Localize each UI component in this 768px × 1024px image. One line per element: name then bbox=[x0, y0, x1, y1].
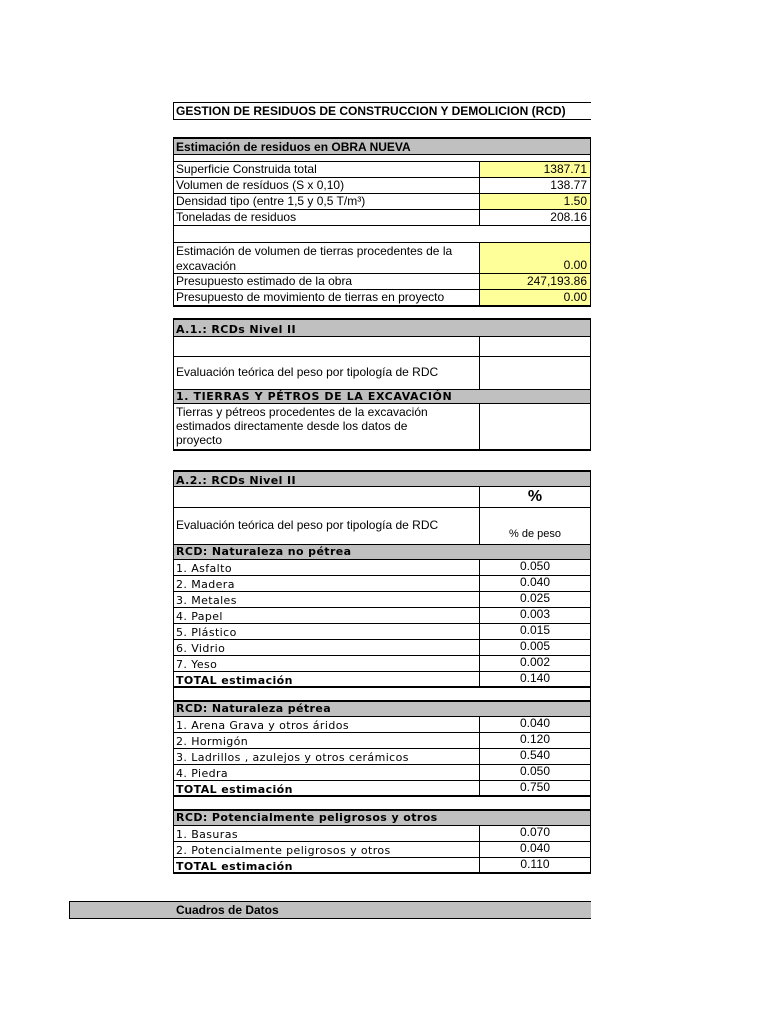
rcd-item-row-value: 0.040 bbox=[479, 576, 590, 591]
a1-tierras-line-3: proyecto bbox=[176, 433, 223, 447]
a2-pct-cell bbox=[479, 487, 590, 507]
obra-row-label: Toneladas de residuos bbox=[176, 210, 297, 224]
obra-nueva-header bbox=[173, 137, 591, 155]
a2-eval-label: Evaluación teórica del peso por tipología de RDC bbox=[176, 518, 439, 532]
rcd-item-row bbox=[173, 624, 591, 640]
rcd-item-row bbox=[173, 717, 591, 733]
rcd-item-row-label: 3. Ladrillos , azulejos y otros cerámicos bbox=[176, 751, 409, 764]
a2-pct-label-cell bbox=[479, 508, 590, 544]
rcd-total-row-value: 0.140 bbox=[479, 672, 590, 686]
a1-eval-row bbox=[173, 357, 591, 390]
rcd-item-row bbox=[173, 592, 591, 608]
cuadros-datos-bar bbox=[69, 901, 591, 919]
rcd-group-title: RCD: Potencialmente peligrosos y otros bbox=[176, 811, 438, 824]
rcd-item-row bbox=[173, 826, 591, 842]
tierras-volume-label-1: Estimación de volumen de tierras procedentes de la bbox=[176, 244, 453, 258]
tierras-volume-value: 0.00 bbox=[563, 258, 587, 272]
a2-section bbox=[173, 470, 591, 874]
a1-section bbox=[173, 318, 591, 451]
a2-eval-row bbox=[173, 508, 591, 545]
obra-row bbox=[173, 162, 591, 178]
a2-pct-symbol: % bbox=[527, 488, 543, 505]
a1-tierras-row bbox=[173, 404, 591, 451]
obra-row bbox=[173, 194, 591, 210]
a2-header bbox=[173, 470, 591, 487]
rcd-item-row-label: 6. Vidrio bbox=[176, 642, 226, 655]
rcd-item-row bbox=[173, 733, 591, 749]
rcd-item-row bbox=[173, 765, 591, 781]
rcd-item-row bbox=[173, 608, 591, 624]
rcd-total-row-label: TOTAL estimación bbox=[176, 674, 293, 687]
rcd-item-row-label: 3. Metales bbox=[176, 594, 237, 607]
obra-row-value: 208.16 bbox=[479, 210, 590, 225]
presupuesto-tierras-row bbox=[173, 290, 591, 307]
obra-row-label: Volumen de resíduos (S x 0,10) bbox=[176, 178, 345, 192]
cuadros-datos-label: Cuadros de Datos bbox=[176, 903, 279, 917]
rcd-group-title: RCD: Naturaleza pétrea bbox=[176, 702, 332, 715]
document-title: GESTION DE RESIDUOS DE CONSTRUCCION Y DEMOLICION (RCD) bbox=[176, 104, 566, 118]
rcd-item-row-label: 2. Hormigón bbox=[176, 735, 249, 748]
rcd-item-row-value: 0.002 bbox=[479, 656, 590, 671]
rcd-item-row-label: 1. Basuras bbox=[176, 828, 238, 841]
obra-row-label: Superficie Construida total bbox=[176, 162, 317, 176]
rcd-item-row-value: 0.040 bbox=[479, 842, 590, 857]
rcd-item-row-label: 2. Madera bbox=[176, 578, 235, 591]
a1-header bbox=[173, 318, 591, 337]
rcd-item-row-value: 0.040 bbox=[479, 717, 590, 732]
a1-tierras-section-header bbox=[173, 390, 591, 404]
a1-eval-cell bbox=[479, 357, 590, 389]
rcd-item-row-value: 0.050 bbox=[479, 560, 590, 575]
rcd-item-row-label: 4. Piedra bbox=[176, 767, 229, 780]
rcd-total-row-value: 0.110 bbox=[479, 858, 590, 872]
rcd-item-row bbox=[173, 656, 591, 672]
obra-row-value[interactable]: 1387.71 bbox=[479, 162, 590, 177]
rcd-total-row bbox=[173, 672, 591, 688]
rcd-item-row-value: 0.003 bbox=[479, 608, 590, 623]
a1-blank-cell bbox=[479, 337, 590, 356]
obra-row-value: 138.77 bbox=[479, 178, 590, 193]
obra-row bbox=[173, 178, 591, 194]
rcd-item-row bbox=[173, 749, 591, 765]
rcd-item-row-value: 0.120 bbox=[479, 733, 590, 748]
rcd-item-row-value: 0.005 bbox=[479, 640, 590, 655]
a2-pct-row bbox=[173, 487, 591, 508]
rcd-group-header bbox=[173, 702, 591, 717]
rcd-item-row-label: 2. Potencialmente peligrosos y otros bbox=[176, 844, 391, 857]
rcd-group-title: RCD: Naturaleza no pétrea bbox=[176, 545, 352, 558]
rcd-group-header bbox=[173, 811, 591, 826]
title-cell bbox=[173, 102, 591, 120]
presupuesto-obra-value[interactable]: 247,193.86 bbox=[479, 274, 590, 289]
presupuesto-obra-row bbox=[173, 274, 591, 290]
tierras-volume-row bbox=[173, 242, 591, 274]
rcd-item-row bbox=[173, 842, 591, 858]
rcd-item-row-value: 0.015 bbox=[479, 624, 590, 639]
tierras-volume-label-2: excavación bbox=[176, 259, 237, 273]
rcd-total-row-value: 0.750 bbox=[479, 781, 590, 795]
rcd-item-row-label: 4. Papel bbox=[176, 610, 223, 623]
a1-tierras-line-1: Tierras y pétreos procedentes de la excavación bbox=[176, 405, 428, 419]
obra-nueva-title: Estimación de residuos en OBRA NUEVA bbox=[176, 140, 411, 154]
rcd-item-row-value: 0.070 bbox=[479, 826, 590, 841]
presupuesto-obra-label: Presupuesto estimado de la obra bbox=[176, 274, 353, 288]
rcd-total-row bbox=[173, 781, 591, 797]
a2-title: A.2.: RCDs Nivel II bbox=[176, 474, 297, 487]
rcd-item-row-label: 7. Yeso bbox=[176, 658, 218, 671]
rcd-item-row-label: 1. Asfalto bbox=[176, 562, 232, 575]
tierras-volume-cell[interactable] bbox=[479, 243, 590, 273]
rcd-item-row bbox=[173, 640, 591, 656]
a1-tierras-section-title: 1. TIERRAS Y PÉTROS DE LA EXCAVACIÓN bbox=[176, 390, 453, 403]
rcd-item-row-value: 0.540 bbox=[479, 749, 590, 764]
rcd-total-row bbox=[173, 858, 591, 874]
rcd-item-row-value: 0.050 bbox=[479, 765, 590, 780]
obra-row-value[interactable]: 1.50 bbox=[479, 194, 590, 209]
rcd-item-row bbox=[173, 560, 591, 576]
presupuesto-tierras-label: Presupuesto de movimiento de tierras en proyecto bbox=[176, 290, 445, 304]
rcd-total-row-label: TOTAL estimación bbox=[176, 783, 293, 796]
rcd-item-row-label: 1. Arena Grava y otros áridos bbox=[176, 719, 349, 732]
a1-title: A.1.: RCDs Nivel II bbox=[176, 323, 297, 336]
a1-eval-label: Evaluación teórica del peso por tipología de RDC bbox=[176, 365, 439, 379]
a1-tierras-line-2: estimados directamente desde los datos de bbox=[176, 419, 408, 433]
presupuesto-tierras-value[interactable]: 0.00 bbox=[479, 290, 590, 305]
obra-nueva-section bbox=[173, 137, 591, 307]
obra-row bbox=[173, 210, 591, 226]
obra-row-label: Densidad tipo (entre 1,5 y 0,5 T/m³) bbox=[176, 194, 366, 208]
rcd-item-row-value: 0.025 bbox=[479, 592, 590, 607]
rcd-group-header bbox=[173, 545, 591, 560]
a2-pct-label: % de peso bbox=[509, 528, 561, 540]
rcd-item-row bbox=[173, 576, 591, 592]
a1-tierras-cell bbox=[479, 404, 590, 449]
rcd-total-row-label: TOTAL estimación bbox=[176, 860, 293, 873]
rcd-item-row-label: 5. Plástico bbox=[176, 626, 237, 639]
a1-blank-row bbox=[173, 337, 591, 357]
